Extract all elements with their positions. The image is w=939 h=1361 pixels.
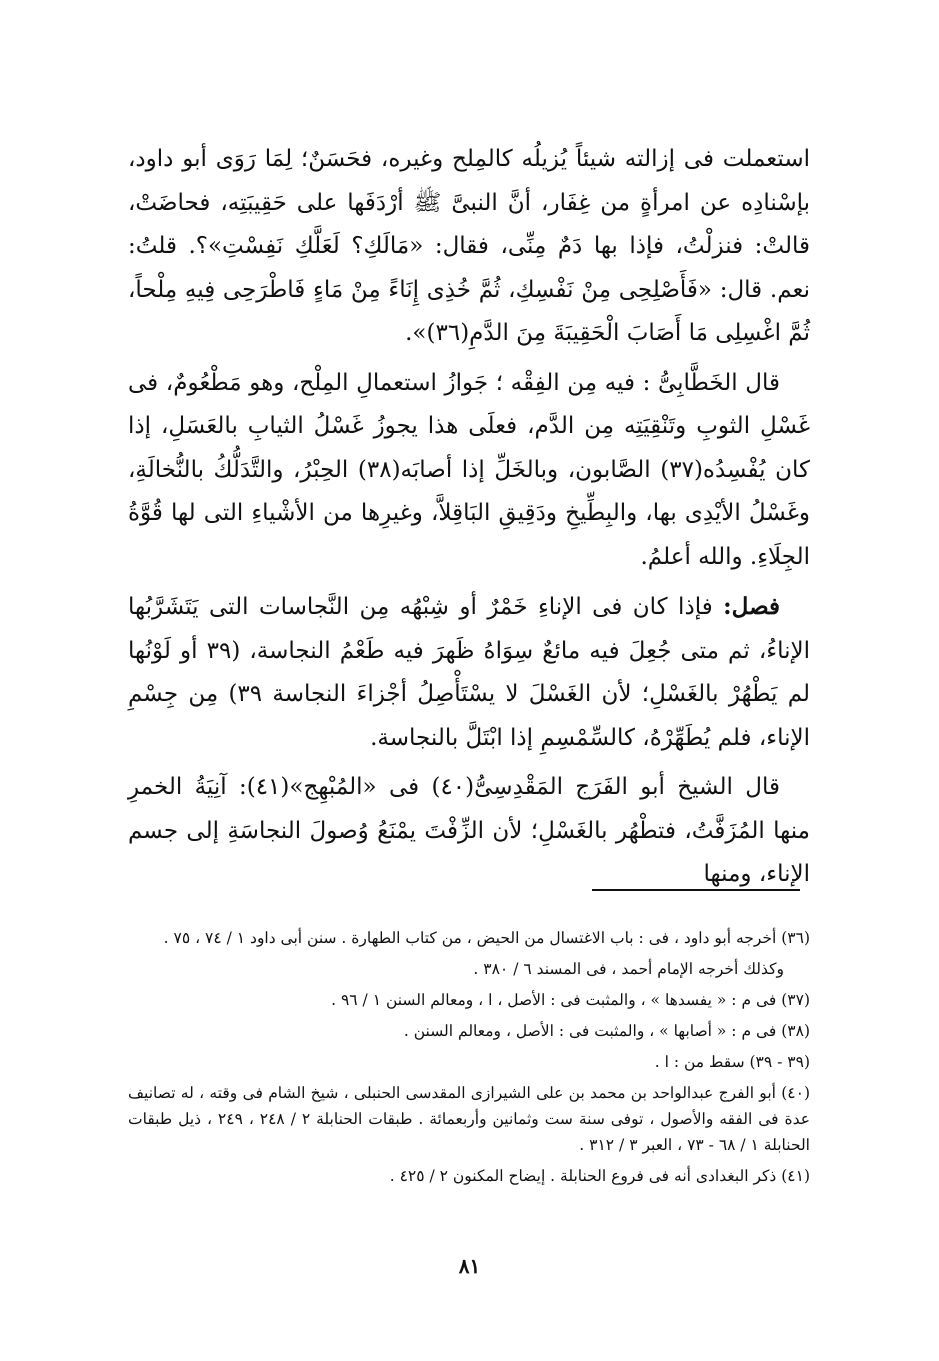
- footnote-41: (٤١) ذكر البغدادى أنه فى فروع الحنابلة . إيضاح المكنون ٢ / ٤٢٥ .: [389, 1167, 810, 1185]
- paragraph-1: استعملت فى إزالته شيئاً يُزيلُه كالمِلح وغيره، فحَسَنٌ؛ لِمَا رَوَى أبو داود، بإسْنادِه عن امرأةٍ من غِفَار، أنَّ النبىَّ ﷺ أرْدَفَها على حَقِيبَتِه، فحاضَتْ، قالتْ: فنزلْتُ، فإذا بها دَمٌ مِنِّى، فقال: «مَالَكِ؟ لَعَلَّكِ نَفِسْتِ»؟. قلتُ: نعم. قال: «فَأَصْلِحِى مِنْ نَفْسِكِ، ثُمَّ خُذِى إِنَاءً مِنْ مَاءٍ فَاطْرَحِى فِيهِ مِلْحاً، ثُمَّ اغْسِلِى مَا أَصَابَ الْحَقِيبَةَ مِنَ الدَّمِ(٣٦)».: [128, 146, 810, 346]
- footnote-36: (٣٦) أخرجه أبو داود ، فى : باب الاغتسال من الحيض ، من كتاب الطهارة . سنن أبى داود ١ / ٧٤ ، ٧٥ .: [163, 929, 810, 947]
- footnotes: [128, 925, 810, 1194]
- footnote-36-extra: وكذلك أخرجه الإمام أحمد ، فى المسند ٦ / ٣٨٠ .: [473, 960, 784, 978]
- footnote-separator: [592, 889, 800, 891]
- paragraph-4: قال الشيخ أبو الفَرَج المَقْدِسِىُّ(٤٠) فى «المُبْهِج»(٤١): آنِيَةُ الخمرِ منها المُزَفَّتُ، فتطْهُر بالغَسْلِ؛ لأن الزِّفْتَ يمْنَعُ وُصولَ النجاسَةِ إلى جسم الإناء، ومنها: [128, 774, 810, 887]
- footnote-40: (٤٠) أبو الفرج عبدالواحد بن محمد بن على الشيرازى المقدسى الحنبلى ، شيخ الشام فى وقته ، له تصانيف عدة فى الفقه والأصول ، توفى سنة ست وثمانين وأربعمائة . طبقات الحنابلة ٢ / ٢٤٨ ، ٢٤٩ ، ذيل طبقات الحنابلة ١ / ٦٨ - ٧٣ ، العبر ٣ / ٣١٢ .: [128, 1084, 810, 1154]
- footnote-38: (٣٨) فى م : « أصابها » ، والمثبت فى : الأصل ، ومعالم السنن .: [403, 1022, 810, 1040]
- section-heading-fasl: فصل:: [723, 593, 781, 620]
- main-text: [128, 138, 810, 903]
- page-number: ٨١: [458, 1254, 481, 1278]
- paragraph-3-text: فإذا كان فى الإناءِ خَمْرٌ أو شِبْهُه مِن النَّجاسات التى يَتَشَرَّبُها الإناءُ، ثم متى جُعِلَ فيه مائعٌ سِوَاهُ ظَهرَ فيه طَعْمُ النجاسة، (٣٩ أو لَوْنُها لم يَطْهُرْ بالغَسْلِ؛ لأن الغَسْلَ لا يسْتَأْصِلُ أجْزاءَ النجاسة ٣٩) مِن جِسْمِ الإناء، فلم يُطَهِّرْهُ، كالسِّمْسِمِ إذا ابْتَلَّ بالنجاسة.: [128, 594, 811, 751]
- footnote-37: (٣٧) فى م : « يفسدها » ، والمثبت فى : الأصل ، ا ، ومعالم السنن ١ / ٩٦ .: [331, 991, 810, 1009]
- paragraph-2: قال الخَطَّابِىُّ : فيه مِن الفِقْه ؛ جَوازُ استعمالِ المِلْح، وهو مَطْعُومٌ، فى غَسْلِ الثوبِ وتَنْقِيَتِه مِن الدَّم، فعلَى هذا يجوزُ غَسْلُ الثيابِ بالعَسَلِ، إذا كان يُفْسِدُه(٣٧) الصَّابون، وبالخَلِّ إذا أصابَه(٣٨) الحِبْرُ، والتَّدَلُّكُ بالنُّخالَةِ، وغَسْلُ الأيْدِى بها، والبِطِّيخِ ودَقِيقِ البَاقِلاَّ، وغيرِها من الأشْياءِ التى لها قُوَّةُ الجِلَاءِ. والله أعلمُ.: [128, 369, 811, 570]
- paragraph-3: [128, 585, 810, 760]
- footnote-39: (٣٩ - ٣٩) سقط من : ا .: [654, 1053, 810, 1071]
